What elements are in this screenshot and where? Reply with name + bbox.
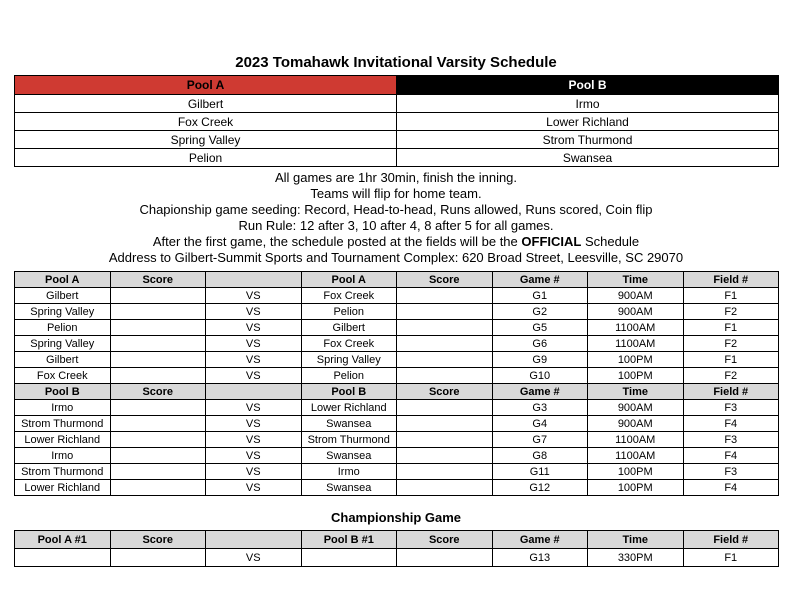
schedule-cell: Gilbert [301,320,397,336]
schedule-cell: VS [206,432,302,448]
championship-header-cell: Field # [683,531,779,549]
schedule-cell: 900AM [588,400,684,416]
schedule-cell: VS [206,288,302,304]
schedule-cell: VS [206,368,302,384]
schedule-cell [110,416,206,432]
pool-teams-row [15,131,779,149]
schedule-cell: Irmo [15,448,111,464]
note-line: Teams will flip for home team. [310,186,482,201]
pool-team-cell: Lower Richland [397,113,779,131]
note-line: Chapionship game seeding: Record, Head-to-head, Runs allowed, Runs scored, Coin flip [139,202,653,217]
schedule-cell: VS [206,448,302,464]
schedule-cell: Swansea [301,416,397,432]
schedule-header-cell: Score [110,272,206,288]
schedule-cell: 900AM [588,304,684,320]
championship-cell: VS [206,549,302,567]
schedule-cell [110,304,206,320]
championship-cell [110,549,206,567]
schedule-cell: G7 [492,432,588,448]
schedule-cell: G1 [492,288,588,304]
schedule-cell: Gilbert [15,352,111,368]
schedule-cell: Lower Richland [15,480,111,496]
note-line: Run Rule: 12 after 3, 10 after 4, 8 after 5 for all games. [238,218,554,233]
pool-a-game-row [15,320,779,336]
pool-team-cell: Irmo [397,95,779,113]
schedule-cell [397,464,493,480]
schedule-cell: G2 [492,304,588,320]
schedule-cell: G5 [492,320,588,336]
schedule-cell: 1100AM [588,448,684,464]
schedule-cell: F2 [683,336,779,352]
schedule-header-cell: Pool B [301,384,397,400]
schedule-cell: VS [206,480,302,496]
note-line: After the first game, the schedule posted at the fields will be the OFFICIAL Schedule [152,234,640,249]
schedule-cell [397,368,493,384]
schedule-cell: F1 [683,320,779,336]
schedule-cell: G11 [492,464,588,480]
notes-section [0,170,792,266]
schedule-cell: 1100AM [588,432,684,448]
pool-b-game-row [15,448,779,464]
schedule-cell: Fox Creek [301,288,397,304]
schedule-cell [397,288,493,304]
schedule-cell [397,400,493,416]
pool-teams-row [15,113,779,131]
note-line: Address to Gilbert-Summit Sports and Tournament Complex: 620 Broad Street, Leesville, SC 29070 [108,250,684,265]
pool-teams-row [15,95,779,113]
note-line: All games are 1hr 30min, finish the inning. [274,170,518,185]
schedule-cell: F4 [683,448,779,464]
schedule-cell [110,336,206,352]
schedule-cell [110,288,206,304]
schedule-cell: 1100AM [588,336,684,352]
pool-b-game-row [15,480,779,496]
schedule-cell [110,368,206,384]
pool-team-cell: Gilbert [15,95,397,113]
pool-a-game-row [15,288,779,304]
championship-cell: 330PM [588,549,684,567]
schedule-header-cell: Score [397,384,493,400]
schedule-cell: G4 [492,416,588,432]
pool-b-game-row [15,432,779,448]
championship-cell: F1 [683,549,779,567]
schedule-cell: VS [206,464,302,480]
schedule-cell [397,416,493,432]
championship-game-row [15,549,779,567]
schedule-cell: Spring Valley [301,352,397,368]
schedule-cell [397,336,493,352]
schedule-cell: Swansea [301,448,397,464]
schedule-cell: VS [206,336,302,352]
schedule-cell: F1 [683,288,779,304]
schedule-cell: Pelion [301,368,397,384]
pool-b-schedule-header-row [15,384,779,400]
pool-team-cell: Strom Thurmond [397,131,779,149]
schedule-cell: VS [206,400,302,416]
pool-a-game-row [15,352,779,368]
championship-cell [301,549,397,567]
schedule-cell: F2 [683,304,779,320]
schedule-cell: G12 [492,480,588,496]
schedule-cell: Irmo [15,400,111,416]
championship-header-row [15,531,779,549]
schedule-header-cell: Time [588,384,684,400]
schedule-cell: F4 [683,416,779,432]
pool-b-header: Pool B [397,76,779,95]
schedule-cell [110,432,206,448]
pools-table [14,75,779,167]
championship-header-cell [206,531,302,549]
championship-header-cell: Game # [492,531,588,549]
schedule-cell: VS [206,320,302,336]
pool-b-game-row [15,464,779,480]
championship-header-cell: Pool B #1 [301,531,397,549]
schedule-cell: Spring Valley [15,304,111,320]
schedule-header-cell: Game # [492,272,588,288]
schedule-cell: F3 [683,432,779,448]
championship-cell: G13 [492,549,588,567]
schedule-cell: Pelion [301,304,397,320]
schedule-cell: G9 [492,352,588,368]
schedule-cell [397,352,493,368]
schedule-cell [397,448,493,464]
schedule-cell: Swansea [301,480,397,496]
schedule-cell: VS [206,416,302,432]
pool-a-game-row [15,336,779,352]
championship-header-cell: Score [397,531,493,549]
pool-a-schedule-header-row [15,272,779,288]
schedule-cell: 100PM [588,368,684,384]
schedule-cell: F3 [683,400,779,416]
schedule-cell: VS [206,304,302,320]
schedule-cell: 100PM [588,464,684,480]
schedule-header-cell [206,384,302,400]
schedule-cell: Spring Valley [15,336,111,352]
pool-b-game-row [15,416,779,432]
schedule-cell: G6 [492,336,588,352]
pool-team-cell: Swansea [397,149,779,167]
schedule-cell [397,432,493,448]
schedule-cell: Pelion [15,320,111,336]
schedule-cell: 900AM [588,288,684,304]
schedule-cell: F4 [683,480,779,496]
schedule-cell [110,448,206,464]
pool-a-header: Pool A [15,76,397,95]
championship-header-cell: Pool A #1 [15,531,111,549]
schedule-header-cell: Pool A [301,272,397,288]
pool-a-game-row [15,304,779,320]
schedule-cell: VS [206,352,302,368]
schedule-cell: F3 [683,464,779,480]
schedule-header-cell [206,272,302,288]
schedule-cell [110,352,206,368]
pool-a-game-row [15,368,779,384]
schedule-cell: 900AM [588,416,684,432]
schedule-cell: Strom Thurmond [15,464,111,480]
schedule-cell [397,320,493,336]
schedule-header-cell: Score [397,272,493,288]
pools-header-row [15,76,779,95]
schedule-cell: Fox Creek [15,368,111,384]
schedule-header-cell: Time [588,272,684,288]
schedule-cell [397,480,493,496]
schedule-header-cell: Pool A [15,272,111,288]
schedule-header-cell: Field # [683,384,779,400]
schedule-cell [110,320,206,336]
championship-table [14,530,779,567]
schedule-cell: Fox Creek [301,336,397,352]
schedule-cell: Irmo [301,464,397,480]
championship-header-cell: Score [110,531,206,549]
schedule-cell [110,400,206,416]
schedule-cell: 100PM [588,480,684,496]
pool-team-cell: Pelion [15,149,397,167]
schedule-cell: F2 [683,368,779,384]
pool-b-game-row [15,400,779,416]
schedule-cell: G3 [492,400,588,416]
championship-header-cell: Time [588,531,684,549]
schedule-cell: F1 [683,352,779,368]
schedule-cell [397,304,493,320]
pool-team-cell: Spring Valley [15,131,397,149]
championship-cell [15,549,111,567]
schedule-header-cell: Field # [683,272,779,288]
championship-cell [397,549,493,567]
pool-teams-row [15,149,779,167]
schedule-cell: Strom Thurmond [301,432,397,448]
schedule-cell: 100PM [588,352,684,368]
page-title: 2023 Tomahawk Invitational Varsity Schedule [235,54,557,71]
championship-title: Championship Game [330,510,462,525]
schedule-cell: Lower Richland [15,432,111,448]
schedule-cell: Gilbert [15,288,111,304]
schedule-cell: G8 [492,448,588,464]
schedule-header-cell: Score [110,384,206,400]
schedule-header-cell: Game # [492,384,588,400]
game-schedule-table [14,271,779,496]
pool-team-cell: Fox Creek [15,113,397,131]
schedule-cell: 1100AM [588,320,684,336]
schedule-cell [110,464,206,480]
schedule-cell: Strom Thurmond [15,416,111,432]
schedule-header-cell: Pool B [15,384,111,400]
schedule-cell [110,480,206,496]
schedule-cell: G10 [492,368,588,384]
schedule-cell: Lower Richland [301,400,397,416]
